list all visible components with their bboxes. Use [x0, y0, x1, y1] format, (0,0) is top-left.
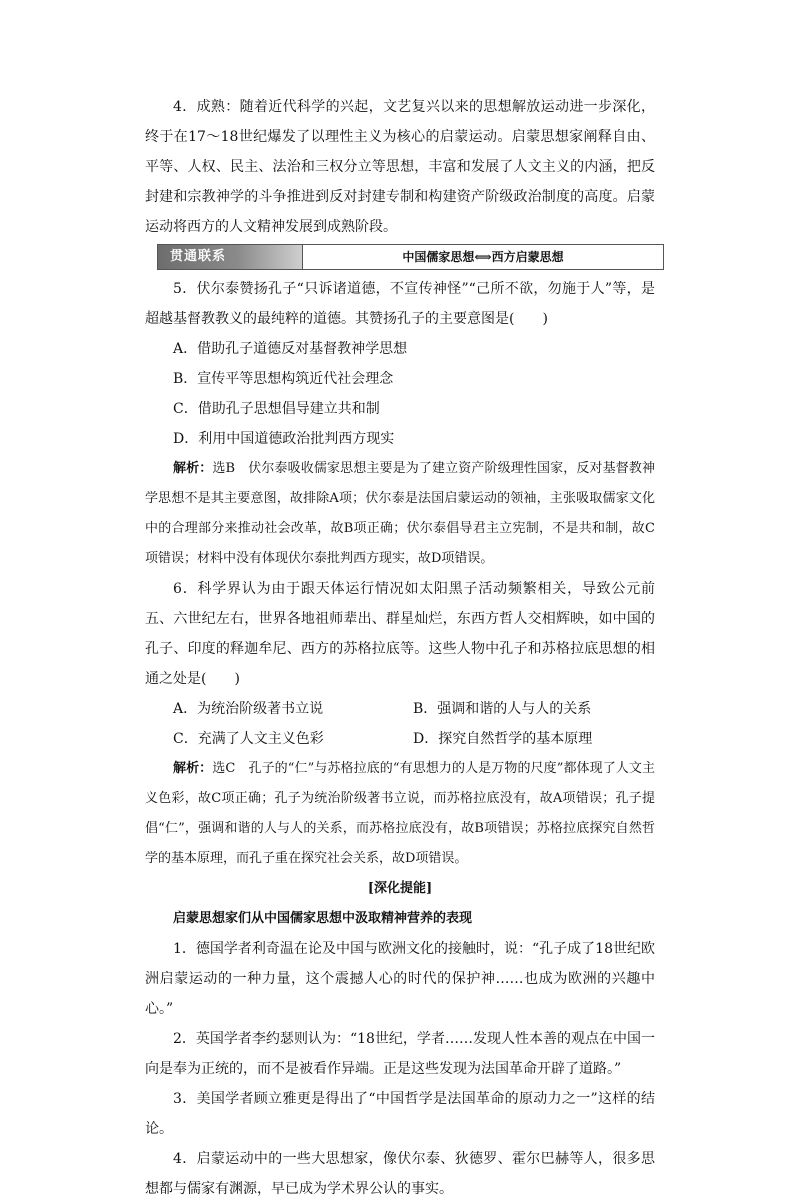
analysis-label: 解析：: [173, 461, 213, 476]
question-6-analysis: [145, 754, 655, 874]
question-6-options-row-2: [145, 724, 655, 754]
question-5-option-d: D．利用中国道德政治批判西方现实: [173, 431, 395, 447]
question-5-stem: 5．伏尔泰赞扬孔子“只诉诸道德，不宣传神怪”“己所不欲，勿施于人”等，是超越基督教教义的最纯粹的道德。其赞扬孔子的主要意图是( ): [145, 281, 655, 327]
item-4-paragraph: 4．成熟：随着近代科学的兴起，文艺复兴以来的思想解放运动进一步深化，终于在17～18世纪爆发了以理性主义为核心的启蒙运动。启蒙思想家阐释自由、平等、人权、民主、法治和三权分立等思想，丰富和发展了人文主义的内涵，把反封建和宗教神学的斗争推进到反对封建专制和构建资产阶级政治制度的高度。启蒙运动将西方的人文精神发展到成熟阶段。: [145, 99, 655, 235]
deepen-item-2: 2．英国学者李约瑟则认为：“18世纪，学者……发现人性本善的观点在中国一向是奉为正统的，而不是被看作异端。正是这些发现为法国革命开辟了道路。”: [145, 1031, 655, 1077]
question-6-stem: 6．科学界认为由于跟天体运行情况如太阳黑子活动频繁相关，导致公元前五、六世纪左右，世界各地祖师辈出、群星灿烂，东西方哲人交相辉映，如中国的孔子、印度的释迦牟尼、西方的苏格拉底等。这些人物中孔子和苏格拉底思想的相通之处是( ): [145, 581, 655, 687]
question-5-option-c: C．借助孔子思想倡导建立共和制: [173, 401, 380, 417]
question-5-analysis: [145, 454, 655, 574]
link-bar: [157, 244, 664, 270]
analysis-text: 选C 孔子的“仁”与苏格拉底的“有思想力的人是万物的尺度”都体现了人文主义色彩，故C项正确；孔子为统治阶级著书立说，而苏格拉底没有，故A项错误；孔子提倡“仁”，强调和谐的人与人的关系，而苏格拉底没有，故B项错误；苏格拉底探究自然哲学的基本原理，而孔子重在探究社会关系，故D项错误。: [145, 761, 655, 866]
analysis-text: 选B 伏尔泰吸收儒家思想主要是为了建立资产阶级理性国家，反对基督教神学思想不是其主要意图，故排除A项；伏尔泰是法国启蒙运动的领袖，主张吸取儒家文化中的合理部分来推动社会改革，故B项正确；伏尔泰倡导君主立宪制，不是共和制，故C项错误；材料中没有体现伏尔泰批判西方现实，故D项错误。: [145, 461, 655, 566]
deepen-item-4: 4．启蒙运动中的一些大思想家，像伏尔泰、狄德罗、霍尔巴赫等人，很多思想都与儒家有渊源，早已成为学术界公认的事实。: [145, 1151, 655, 1197]
deepen-subtitle: 启蒙思想家们从中国儒家思想中汲取精神营养的表现: [173, 911, 473, 926]
link-bar-tag: 贯通联系: [158, 245, 303, 269]
link-bar-title: 中国儒家思想⟺西方启蒙思想: [402, 250, 564, 264]
deepen-heading: [深化提能]: [367, 881, 433, 896]
question-5-option-b: B．宣传平等思想构筑近代社会理念: [173, 371, 394, 387]
question-6-option-b: B．强调和谐的人与人的关系: [413, 701, 592, 717]
question-6-option-d: D．探究自然哲学的基本原理: [413, 731, 593, 747]
analysis-label: 解析：: [173, 761, 213, 776]
deepen-item-3: 3．美国学者顾立雅更是得出了“中国哲学是法国革命的原动力之一”这样的结论。: [145, 1091, 655, 1137]
question-5-option-a: A．借助孔子道德反对基督教神学思想: [173, 341, 408, 357]
deepen-item-1: 1．德国学者利奇温在论及中国与欧洲文化的接触时，说：“孔子成了18世纪欧洲启蒙运动的一种力量，这个震撼人心的时代的保护神……也成为欧洲的兴趣中心。”: [145, 941, 655, 1017]
question-6-option-c: C．充满了人文主义色彩: [173, 731, 324, 747]
question-6-option-a: A．为统治阶级著书立说: [173, 701, 324, 717]
content-column: [145, 92, 655, 1204]
question-6-options-row-1: [145, 694, 655, 724]
